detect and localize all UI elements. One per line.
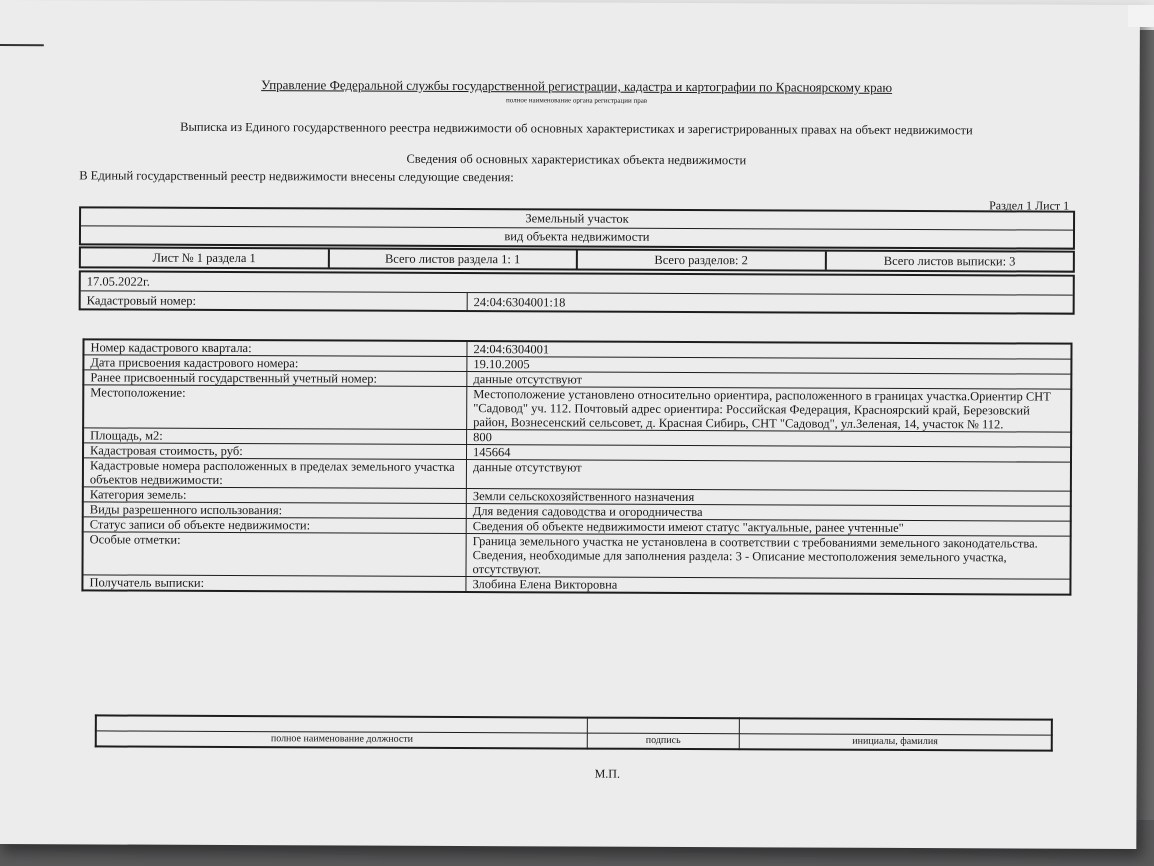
row-value: данные отсутствуют [466,460,1071,492]
extract-sheets-total: Всего листов выписки: 3 [883,253,1016,269]
row-value: Граница земельного участка не установлена в соответствии с требованиями земельного законодательства. Сведения, необходимые для заполнения раздела: 3 - Описание местоположения земельного участка, отсутствуют. [466,534,1071,580]
row-label: Ранее присвоенный государственный учетный номер: [83,370,467,387]
section-title: Сведения об основных характеристиках объекта недвижимости [406,151,747,168]
row-value: Для ведения садоводства и огородничества [466,504,1071,522]
row-label: Площадь, м2: [83,428,467,445]
row-value: 19.10.2005 [467,357,1072,375]
row-label: Номер кадастрового квартала: [83,339,467,356]
cadastral-number-label: Кадастровый номер: [81,291,468,311]
row-value: Земли сельскохозяйственного назначения [466,489,1071,507]
sheet-number: Лист № 1 раздела 1 [81,248,330,267]
stamp-place: М.П. [594,766,621,781]
object-kind-caption: вид объекта недвижимости [504,229,650,244]
row-label: Категория земель: [83,487,467,504]
row-value: 145664 [466,445,1071,463]
row-label: Получатель выписки: [82,575,466,592]
signature-caption: подпись [588,733,739,749]
row-label: Кадастровая стоимость, руб: [83,443,467,460]
row-label: Виды разрешенного использования: [83,502,467,519]
characteristics-table [81,338,1072,595]
cadastral-number-value: 24:04:6304001:18 [473,295,566,310]
section-sheets-total: Всего листов раздела 1: 1 [329,249,578,268]
table-row [83,385,1071,432]
authority-caption: полное наименование органа регистрации прав [505,96,648,105]
signature-table [95,714,1053,751]
authority-title: Управление Федеральной службы государственной регистрации, кадастра и картографии по Красноярскому краю [261,77,893,95]
row-value: Сведения об объекте недвижимости имеют статус "актуальные, ранее учтенные" [466,519,1071,537]
row-label: Местоположение: [83,385,467,430]
document-title: Выписка из Единого государственного реестра недвижимости об основных характеристиках и зарегистрированных правах на объект недвижимости [180,119,973,138]
page-corner [1128,5,1154,27]
row-value: 800 [467,430,1072,448]
extract-date: 17.05.2022г. [86,274,150,289]
row-value: данные отсутствуют [467,372,1072,390]
row-value: Местоположение установлено относительно ориентира, расположенного в границах участка.Ориентир СНТ "Садовод" уч. 112. Почтовый адрес ориентира: Российская Федерация, Красноярский край, Березовский район, Вознесенский сельсовет, д. Красная Сибирь, СНТ "Садовод", ул.Зеленая, 14, участок № 112. [467,387,1072,433]
position-caption: полное наименование должности [96,731,588,749]
row-value: Злобина Елена Викторовна [466,577,1071,595]
row-label: Дата присвоения кадастрового номера: [83,355,467,372]
object-kind-box [79,206,1075,249]
row-label: Особые отметки: [82,532,466,577]
section-sheet-label: Раздел 1 Лист 1 [989,198,1070,213]
date-cadastral-box [79,270,1075,314]
table-row [83,458,1071,491]
table-row [82,532,1070,579]
initials-caption: инициалы, фамилия [739,734,1052,751]
initials-field [739,718,1052,735]
intro-text: В Единый государственный реестр недвижимости внесены следующие сведения: [79,168,514,185]
edge-mark [0,44,44,46]
object-kind: Земельный участок [81,208,1073,230]
table-row [82,575,1070,595]
row-label: Статус записи об объекте недвижимости: [83,517,467,534]
sheets-row [79,246,1075,272]
signature-field [588,718,739,734]
sections-total: Всего разделов: 2 [578,251,827,270]
row-label: Кадастровые номера расположенных в пределах земельного участка объектов недвижимости: [83,458,467,489]
row-value: 24:04:6304001 [467,341,1072,359]
